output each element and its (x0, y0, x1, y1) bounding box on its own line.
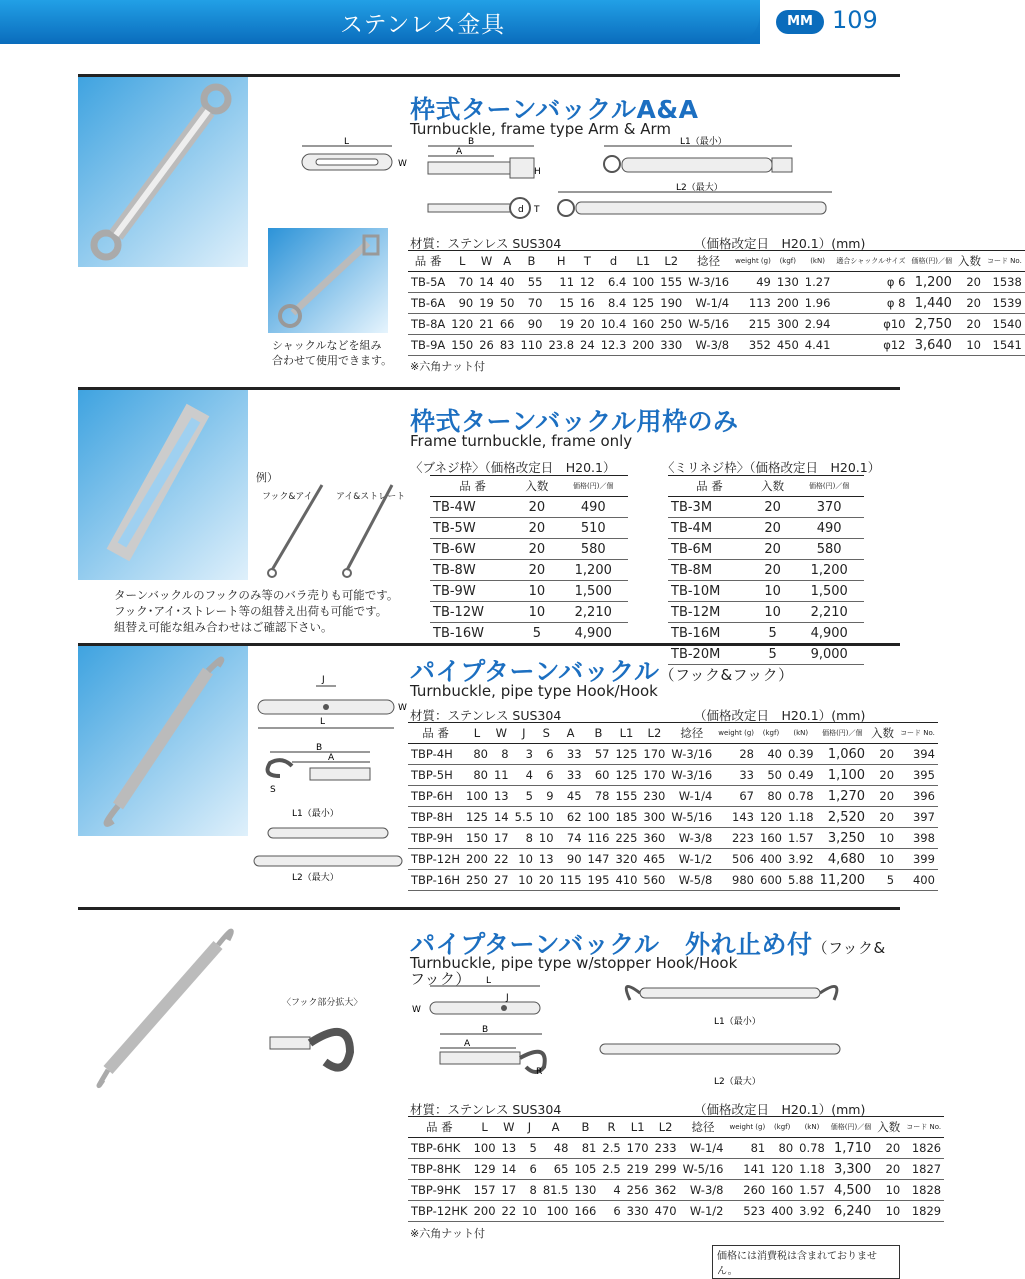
dim-L: L (486, 976, 492, 986)
table-row: TB-10M 10 1,500 (668, 581, 864, 602)
inch-thread-heading: 〈ブネジ枠〉（価格改定日 H20.1） (410, 460, 616, 475)
table-header: 品 番 L W J S A B L1 L2 捻径 weight (g) (kgf) (kN) 価格(円)／個 入数 コード No. (408, 723, 938, 744)
material-label: 材質：ステンレス SUS304 (410, 1102, 562, 1117)
dim-L1: L1（最小） (292, 809, 339, 819)
table-row: TBP-8H 125 14 5.5 10 62 100 185 300 W-5/16 143 120 1.18 2,520 20 397 (408, 807, 938, 828)
table-row: TBP-5H 80 11 4 6 33 60 125 170 W-3/16 33 50 0.49 1,100 20 395 (408, 765, 938, 786)
loose-parts-note: ターンバックルのフックのみ等のバラ売りも可能です。 フック･アイ･ストレート等の組替え出荷も可能です。 組替え可能な組み合わせはご確認下さい。 (114, 588, 399, 634)
table-row: TB-4M 20 490 (668, 518, 864, 539)
shackle-combo-photo (268, 228, 388, 333)
dim-W: W (398, 159, 407, 169)
table-row: TBP-6HK 100 13 5 48 81 2.5 170 233 W-1/4 81 80 0.78 1,710 20 1826 (408, 1138, 944, 1159)
table-row: TB-6A 90 19 50 70 15 16 8.4 125 190 W-1/4 113 200 1.96 φ 8 1,440 20 1539 (408, 293, 1025, 314)
dim-W: W (412, 1005, 421, 1015)
table-row: TB-16M 5 4,900 (668, 623, 864, 644)
section-title: パイプターンバックル（フック&フック） (410, 657, 794, 686)
revised-date: （価格改定日 H20.1）(mm) (694, 236, 866, 251)
dim-B: B (468, 137, 475, 147)
brand-logo: MM (776, 10, 824, 34)
revised-date: （価格改定日 H20.1）(mm) (694, 708, 866, 723)
dimension-diagram-s1 (296, 136, 836, 228)
product-photo-pipe-stopper (78, 910, 248, 1100)
section-title: パイプターンバックル 外れ止め付（フック&フック） (410, 930, 886, 988)
table-row: TBP-6H 100 13 5 9 45 78 155 230 W-1/4 67 80 0.78 1,270 20 396 (408, 786, 938, 807)
table-header: 品 番 入数 価格(円)／個 (668, 476, 864, 497)
table-row: TB-8W 20 1,200 (430, 560, 628, 581)
example-hook-eye: フック&アイ (262, 492, 313, 502)
table-row: TBP-12H 200 22 10 13 90 147 320 465 W-1/2 506 400 3.92 4,680 10 399 (408, 849, 938, 870)
dim-L1: L1（最小） (714, 1017, 761, 1027)
page-number: 109 (832, 6, 878, 34)
turnbuckle-frame-photo-icon (78, 77, 248, 267)
table-row: TB-3M 20 370 (668, 497, 864, 518)
example-eye-straight: アイ&ストレート (336, 492, 406, 502)
section-subtitle: Turnbuckle, pipe type Hook/Hook (410, 682, 658, 700)
table-row: TB-6M 20 580 (668, 539, 864, 560)
dim-L2: L2（最大） (714, 1077, 761, 1087)
hook-zoom-icon (270, 1012, 360, 1082)
dim-L: L (344, 137, 350, 147)
dim-A: A (464, 1039, 471, 1049)
section-title: 枠式ターンバックル用枠のみ (410, 407, 739, 436)
table-header: 品 番 L W A B H T d L1 L2 捻径 weight (g) (kgf) (kN) 適合シャックルサイズ 価格(円)／個 入数 コード No. (408, 251, 1025, 272)
table-row: TB-20M 5 9,000 (668, 644, 864, 665)
dim-J: J (322, 675, 325, 685)
pipe-turnbuckle-photo-icon (78, 646, 248, 836)
table-row: TB-16W 5 4,900 (430, 623, 628, 644)
page-header (0, 0, 900, 44)
hook-zoom-label: 〈フック部分拡大〉 (282, 998, 363, 1008)
section-subtitle: Turnbuckle, pipe type w/stopper Hook/Hook (410, 954, 738, 972)
section-subtitle: Turnbuckle, frame type Arm & Arm (410, 120, 672, 138)
revised-date: （価格改定日 H20.1）(mm) (694, 1102, 866, 1117)
table-row: TB-8A 120 21 66 90 19 20 10.4 160 250 W-5/16 215 300 2.94 φ10 2,750 20 1540 (408, 314, 1025, 335)
dim-S: S (270, 785, 276, 795)
product-photo-tb-a (78, 77, 248, 267)
dim-J: J (506, 993, 509, 1003)
dim-A: A (456, 147, 463, 157)
inset-note: シャックルなどを組み 合わせて使用できます。 (272, 339, 393, 367)
shackle-icon (268, 228, 388, 333)
section-subtitle: Frame turnbuckle, frame only (410, 432, 633, 450)
product-photo-frame-only (78, 390, 248, 580)
dim-L1: L1（最小） (680, 137, 727, 147)
page-category-title: ステンレス金具 (340, 12, 506, 38)
metric-frame-table (668, 475, 864, 665)
table-row: TBP-9H 150 17 8 10 74 116 225 360 W-3/8 223 160 1.57 3,250 10 398 (408, 828, 938, 849)
spec-table-tb-a (408, 250, 1025, 356)
pipe-stopper-photo-icon (78, 910, 248, 1100)
frame-photo-icon (78, 390, 248, 580)
dim-B: B (316, 743, 323, 753)
table-header: 品 番 L W J A B R L1 L2 捻径 weight (g) (kgf) (kN) 価格(円)／個 入数 コード No. (408, 1117, 944, 1138)
section-title: 枠式ターンバックルA&A (410, 95, 699, 124)
dim-T: T (534, 205, 540, 215)
table-row: TB-8M 20 1,200 (668, 560, 864, 581)
example-label: 例） (256, 471, 278, 484)
dim-L2: L2（最大） (292, 873, 339, 883)
example-diagram (262, 475, 412, 585)
table-row: TB-12W 10 2,210 (430, 602, 628, 623)
hex-nut-note: ※六角ナット付 (410, 1227, 485, 1240)
dimension-diagram-s4 (404, 972, 864, 1092)
table-row: TBP-8HK 129 14 6 65 105 2.5 219 299 W-5/16 141 120 1.18 3,300 20 1827 (408, 1159, 944, 1180)
table-row: TBP-12HK 200 22 10 100 166 6 330 470 W-1/2 523 400 3.92 6,240 10 1829 (408, 1201, 944, 1222)
table-row: TB-5A 70 14 40 55 11 12 6.4 100 155 W-3/16 49 130 1.27 φ 6 1,200 20 1538 (408, 272, 1025, 293)
spec-table-pipe-stopper (408, 1116, 944, 1222)
dim-d: d (518, 205, 524, 215)
dim-R: R (536, 1067, 543, 1077)
table-row: TBP-9HK 157 17 8 81.5 130 4 256 362 W-3/8 260 160 1.57 4,500 10 1828 (408, 1180, 944, 1201)
table-row: TB-4W 20 490 (430, 497, 628, 518)
material-label: 材質：ステンレス SUS304 (410, 708, 562, 723)
dim-L2: L2（最大） (676, 183, 723, 193)
dim-H: H (534, 167, 541, 177)
table-row: TB-6W 20 580 (430, 539, 628, 560)
table-row: TB-9A 150 26 83 110 23.8 24 12.3 200 330 W-3/8 352 450 4.41 φ12 3,640 10 1541 (408, 335, 1025, 356)
table-header: 品 番 入数 価格(円)／個 (430, 476, 628, 497)
dim-B: B (482, 1025, 489, 1035)
table-row: TBP-4H 80 8 3 6 33 57 125 170 W-3/16 28 40 0.39 1,060 20 394 (408, 744, 938, 765)
metric-thread-heading: 〈ミリネジ枠〉（価格改定日 H20.1） (662, 460, 881, 475)
table-row: TBP-16H 250 27 10 20 115 195 410 560 W-5/8 980 600 5.88 11,200 5 400 (408, 870, 938, 891)
dim-W: W (398, 703, 407, 713)
inch-frame-table (430, 475, 628, 644)
spec-table-pipe-hook (408, 722, 938, 891)
tax-note: 価格には消費税は含まれておりません。 (712, 1245, 900, 1279)
table-row: TB-12M 10 2,210 (668, 602, 864, 623)
material-label: 材質：ステンレス SUS304 (410, 236, 562, 251)
table-row: TB-5W 20 510 (430, 518, 628, 539)
dimension-diagram-s3 (252, 668, 412, 888)
product-photo-pipe-hook (78, 646, 248, 836)
dim-L: L (320, 717, 326, 727)
hex-nut-note: ※六角ナット付 (410, 360, 485, 373)
table-row: TB-9W 10 1,500 (430, 581, 628, 602)
dim-A: A (328, 753, 335, 763)
